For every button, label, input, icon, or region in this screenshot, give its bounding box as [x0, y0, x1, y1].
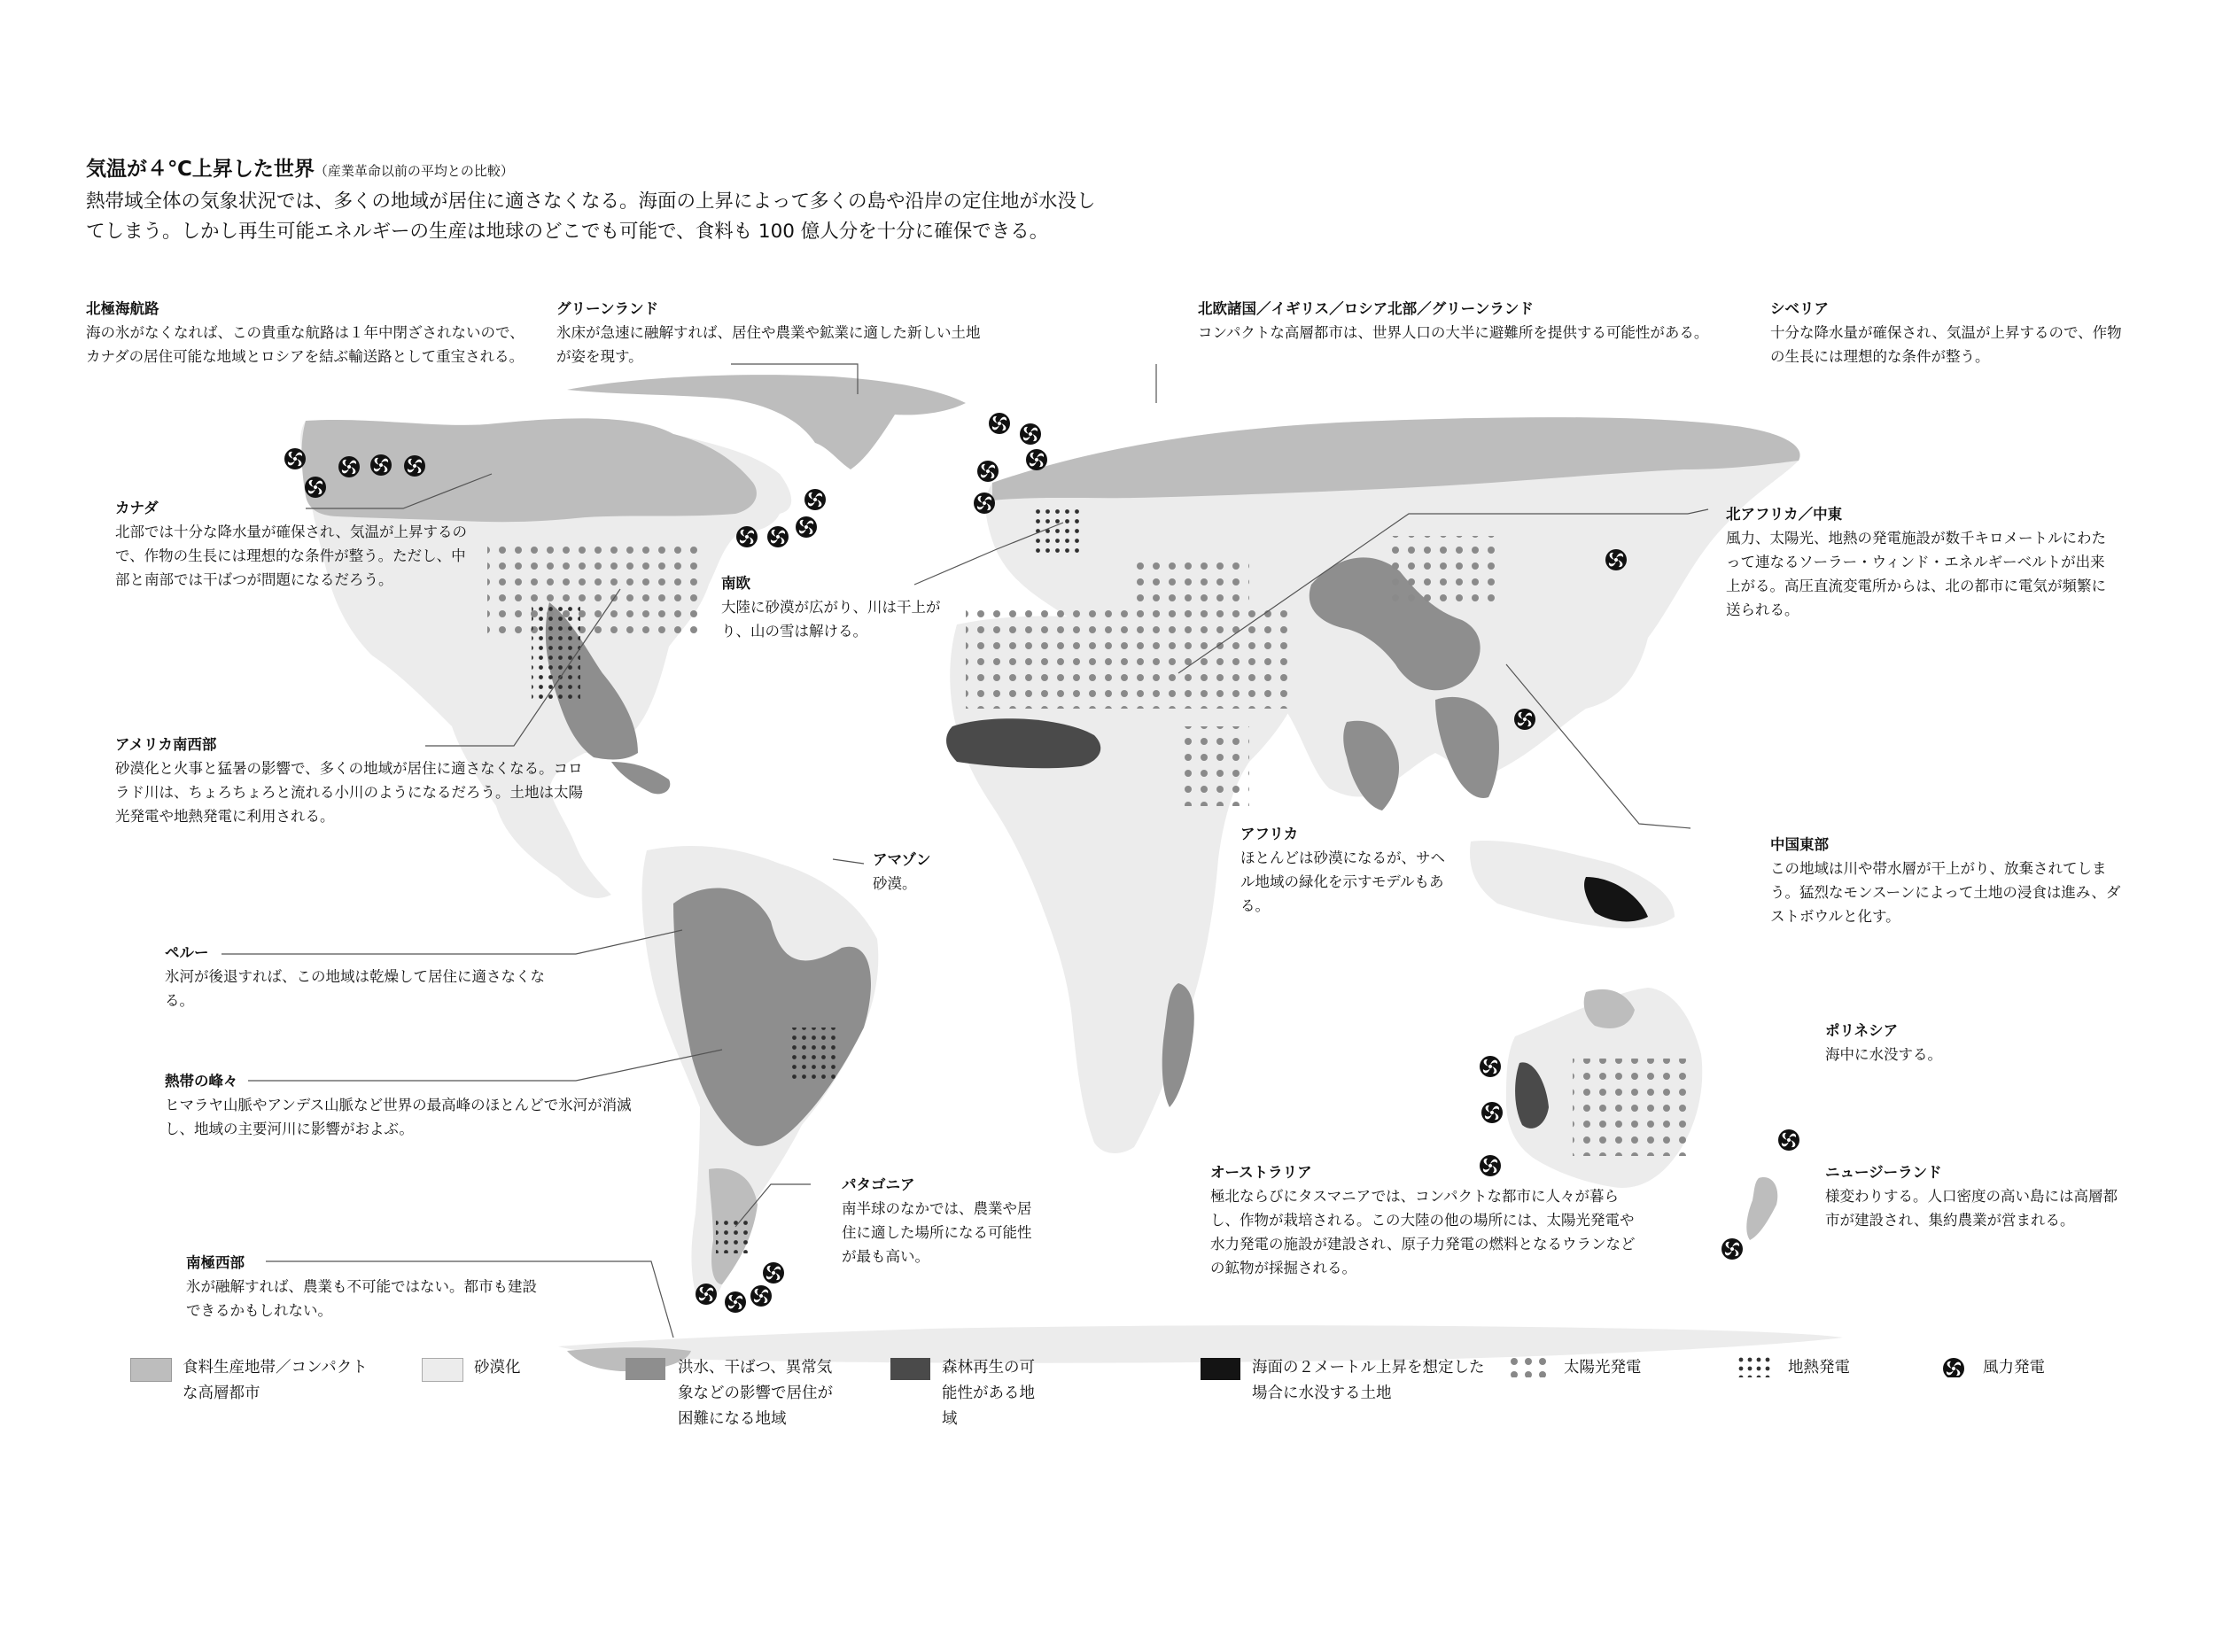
annotation-west-antarctica	[186, 1251, 540, 1322]
map-title-text: 気温が４℃上昇した世界	[86, 158, 315, 181]
annotation-north-africa-middle-east	[1726, 502, 2116, 622]
annotation-title: パタゴニア	[842, 1176, 915, 1193]
annotation-body: 氷床が急速に融解すれば、居住や農業や鉱業に適した新しい土地が姿を現す。	[556, 324, 981, 365]
annotation-title: ペルー	[165, 944, 209, 961]
wind-power-icon	[370, 454, 392, 476]
wind-power-icon	[725, 1291, 746, 1313]
annotation-title: 熱帯の峰々	[165, 1073, 238, 1090]
legend-label-reforestation: 森林再生の可能性がある地域	[942, 1359, 1035, 1428]
annotation-title: オーストラリア	[1210, 1164, 1312, 1181]
solar-zone-us	[487, 540, 700, 638]
legend-label-wind: 風力発電	[1983, 1359, 2045, 1377]
annotation-body: 北部では十分な降水量が確保され、気温が上昇するので、作物の生長には理想的な条件が整う。ただし、中部と南部では干ばつが問題になるだろう。	[115, 524, 467, 588]
annotation-title: グリーンランド	[556, 300, 659, 317]
annotation-body: 風力、太陽光、地熱の発電施設が数千キロメートルにわたって連なるソーラー・ウィンド・エネルギーベルトが出来上がる。高圧直流変電所からは、北の都市に電気が頻繁に送られる。	[1726, 530, 2106, 618]
annotation-southern-europe	[721, 571, 943, 643]
wind-power-icon	[1778, 1129, 1799, 1151]
annotation-body: 氷河が後退すれば、この地域は乾燥して居住に適さなくなる。	[165, 968, 545, 1009]
annotation-title: 北欧諸国／イギリス／ロシア北部／グリーンランド	[1198, 300, 1534, 317]
wind-power-icon	[1020, 423, 1041, 445]
solar-zone-sahara	[966, 602, 1294, 709]
annotation-polynesia	[1825, 1019, 2109, 1066]
wind-power-icon	[1480, 1056, 1501, 1077]
wind-power-icon	[796, 516, 817, 538]
annotation-title: ニュージーランド	[1825, 1164, 1942, 1181]
annotation-body: ヒマラヤ山脈やアンデス山脈など世界の最高峰のほとんどで氷河が消滅し、地域の主要河川に影響がおよぶ。	[165, 1097, 632, 1137]
wind-power-icon	[305, 477, 326, 498]
legend-swatch-food-zone	[130, 1358, 172, 1382]
annotation-title: ポリネシア	[1825, 1022, 1899, 1039]
legend-swatch-solar	[1509, 1355, 1549, 1377]
map-description: 熱帯域全体の気象状況では、多くの地域が居住に適さなくなる。海面の上昇によって多くの島や沿岸の定住地が水没してしまう。しかし再生可能エネルギーの生産は地球のどこでも可能で、食料も 100 億人分を十分に確保できる。	[86, 190, 1096, 243]
zone-central-america-flood	[611, 762, 670, 794]
annotation-east-china	[1770, 833, 2125, 928]
legend-label-flood-drought: 洪水、干ばつ、異常気象などの影響で居住が困難になる地域	[678, 1359, 833, 1428]
map-title	[86, 155, 1114, 185]
geothermal-zone-europe	[1032, 505, 1081, 554]
annotation-body: 様変わりする。人口密度の高い島には高層都市が建設され、集約農業が営まれる。	[1825, 1188, 2118, 1229]
legend-swatch-sea-level-rise	[1201, 1358, 1240, 1380]
legend-label-solar: 太陽光発電	[1564, 1359, 1642, 1377]
map-subtitle: （産業革命以前の平均との比較）	[314, 163, 514, 179]
annotation-body: 海中に水没する。	[1825, 1046, 1942, 1063]
wind-power-icon	[989, 413, 1010, 434]
legend-swatch-geothermal	[1737, 1355, 1776, 1377]
annotation-title: 北アフリカ／中東	[1726, 506, 1843, 523]
wind-power-icon	[404, 455, 425, 477]
annotation-title: アフリカ	[1240, 826, 1299, 842]
annotation-title: アメリカ南西部	[115, 736, 217, 753]
annotation-body: 大陸に砂漠が広がり、川は干上がり、山の雪は解ける。	[721, 599, 941, 640]
wind-power-icon	[763, 1262, 784, 1284]
landmass-new-zealand	[1746, 1177, 1777, 1240]
annotation-patagonia	[842, 1173, 1045, 1268]
geothermal-zone-us-west	[532, 602, 580, 700]
wind-power-icon	[804, 489, 826, 510]
annotation-canada	[115, 496, 478, 592]
wind-power-icon	[338, 456, 360, 477]
annotation-title: アマゾン	[873, 851, 931, 868]
annotation-title: 北極海航路	[86, 300, 159, 317]
legend-label-geothermal: 地熱発電	[1788, 1359, 1850, 1377]
solar-zone-australia	[1573, 1059, 1688, 1156]
header	[86, 155, 1114, 247]
annotation-africa	[1240, 822, 1453, 918]
wind-power-icon	[767, 526, 789, 547]
annotation-body: 砂漠。	[873, 875, 917, 892]
annotation-title: 南極西部	[186, 1254, 245, 1271]
wind-power-icon	[696, 1284, 717, 1305]
annotation-body: 海の氷がなくなれば、この貴重な航路は１年中閉ざされないので、カナダの居住可能な地域とロシアを結ぶ輸送路として重宝される。	[86, 324, 525, 365]
annotation-nordic	[1198, 297, 1738, 345]
solar-zone-sahel	[1178, 726, 1249, 806]
annotation-peru	[165, 941, 555, 1012]
solar-zone-central-asia	[1391, 536, 1497, 607]
geothermal-zone-andes	[789, 1028, 837, 1081]
legend-swatch-desertification	[422, 1358, 463, 1382]
legend-label-food-zone: 食料生産地帯／コンパクトな高層都市	[183, 1359, 368, 1402]
wind-power-icon	[750, 1285, 772, 1307]
annotation-greenland	[556, 297, 982, 368]
wind-power-icon	[284, 448, 306, 469]
annotation-australia	[1210, 1160, 1644, 1280]
annotation-body: 十分な降水量が確保され、気温が上昇するので、作物の生長には理想的な条件が整う。	[1770, 324, 2122, 365]
wind-power-icon	[1940, 1355, 1980, 1377]
annotation-body: この地域は川や帯水層が干上がり、放棄されてしまう。猛烈なモンスーンによって土地の浸食は進み、ダストボウルと化す。	[1770, 860, 2121, 925]
wind-power-icon	[977, 461, 999, 482]
annotation-body: 極北ならびにタスマニアでは、コンパクトな都市に人々が暮らし、作物が栽培される。この大陸の他の場所には、太陽光発電や水力発電の施設が建設され、原子力発電の燃料となるウランなどの鉱物が採掘される。	[1210, 1188, 1636, 1276]
annotation-body: 砂漠化と火事と猛暑の影響で、多くの地域が居住に適さなくなる。コロラド川は、ちょろちょろと流れる小川のようになるだろう。土地は太陽光発電や地熱発電に利用される。	[115, 760, 583, 825]
annotation-siberia	[1770, 297, 2125, 368]
legend-label-desertification: 砂漠化	[474, 1359, 521, 1377]
annotation-us-southwest	[115, 733, 594, 828]
annotation-title: シベリア	[1770, 300, 1829, 317]
annotation-body: 氷が融解すれば、農業も不可能ではない。都市も建設できるかもしれない。	[186, 1278, 537, 1319]
legend-swatch-flood-drought	[626, 1358, 665, 1380]
annotation-title: 中国東部	[1770, 836, 1829, 853]
annotation-title: 南欧	[721, 575, 750, 592]
wind-power-icon	[974, 492, 995, 514]
wind-power-icon	[1026, 449, 1047, 470]
wind-power-icon	[1721, 1238, 1743, 1260]
legend-label-sea-level-rise: 海面の２メートル上昇を想定した場合に水没する土地	[1252, 1359, 1485, 1402]
geothermal-zone-patagonia	[716, 1218, 751, 1253]
wind-power-icon	[736, 526, 758, 547]
annotation-amazon	[873, 848, 1032, 896]
annotation-tropical-peaks	[165, 1069, 634, 1141]
wind-power-icon	[1514, 709, 1535, 730]
annotation-new-zealand	[1825, 1160, 2118, 1232]
legend-swatch-reforestation	[890, 1358, 930, 1380]
annotation-body: 南半球のなかでは、農業や居住に適した場所になる可能性が最も高い。	[842, 1200, 1032, 1265]
wind-power-icon	[1481, 1102, 1503, 1123]
wind-power-icon	[1605, 549, 1627, 570]
annotation-arctic-route	[86, 297, 529, 368]
annotation-body: ほとんどは砂漠になるが、サヘル地域の緑化を示すモデルもある。	[1240, 849, 1445, 914]
annotation-title: カナダ	[115, 500, 159, 516]
annotation-body: コンパクトな高層都市は、世界人口の大半に避難所を提供する可能性がある。	[1198, 324, 1709, 341]
